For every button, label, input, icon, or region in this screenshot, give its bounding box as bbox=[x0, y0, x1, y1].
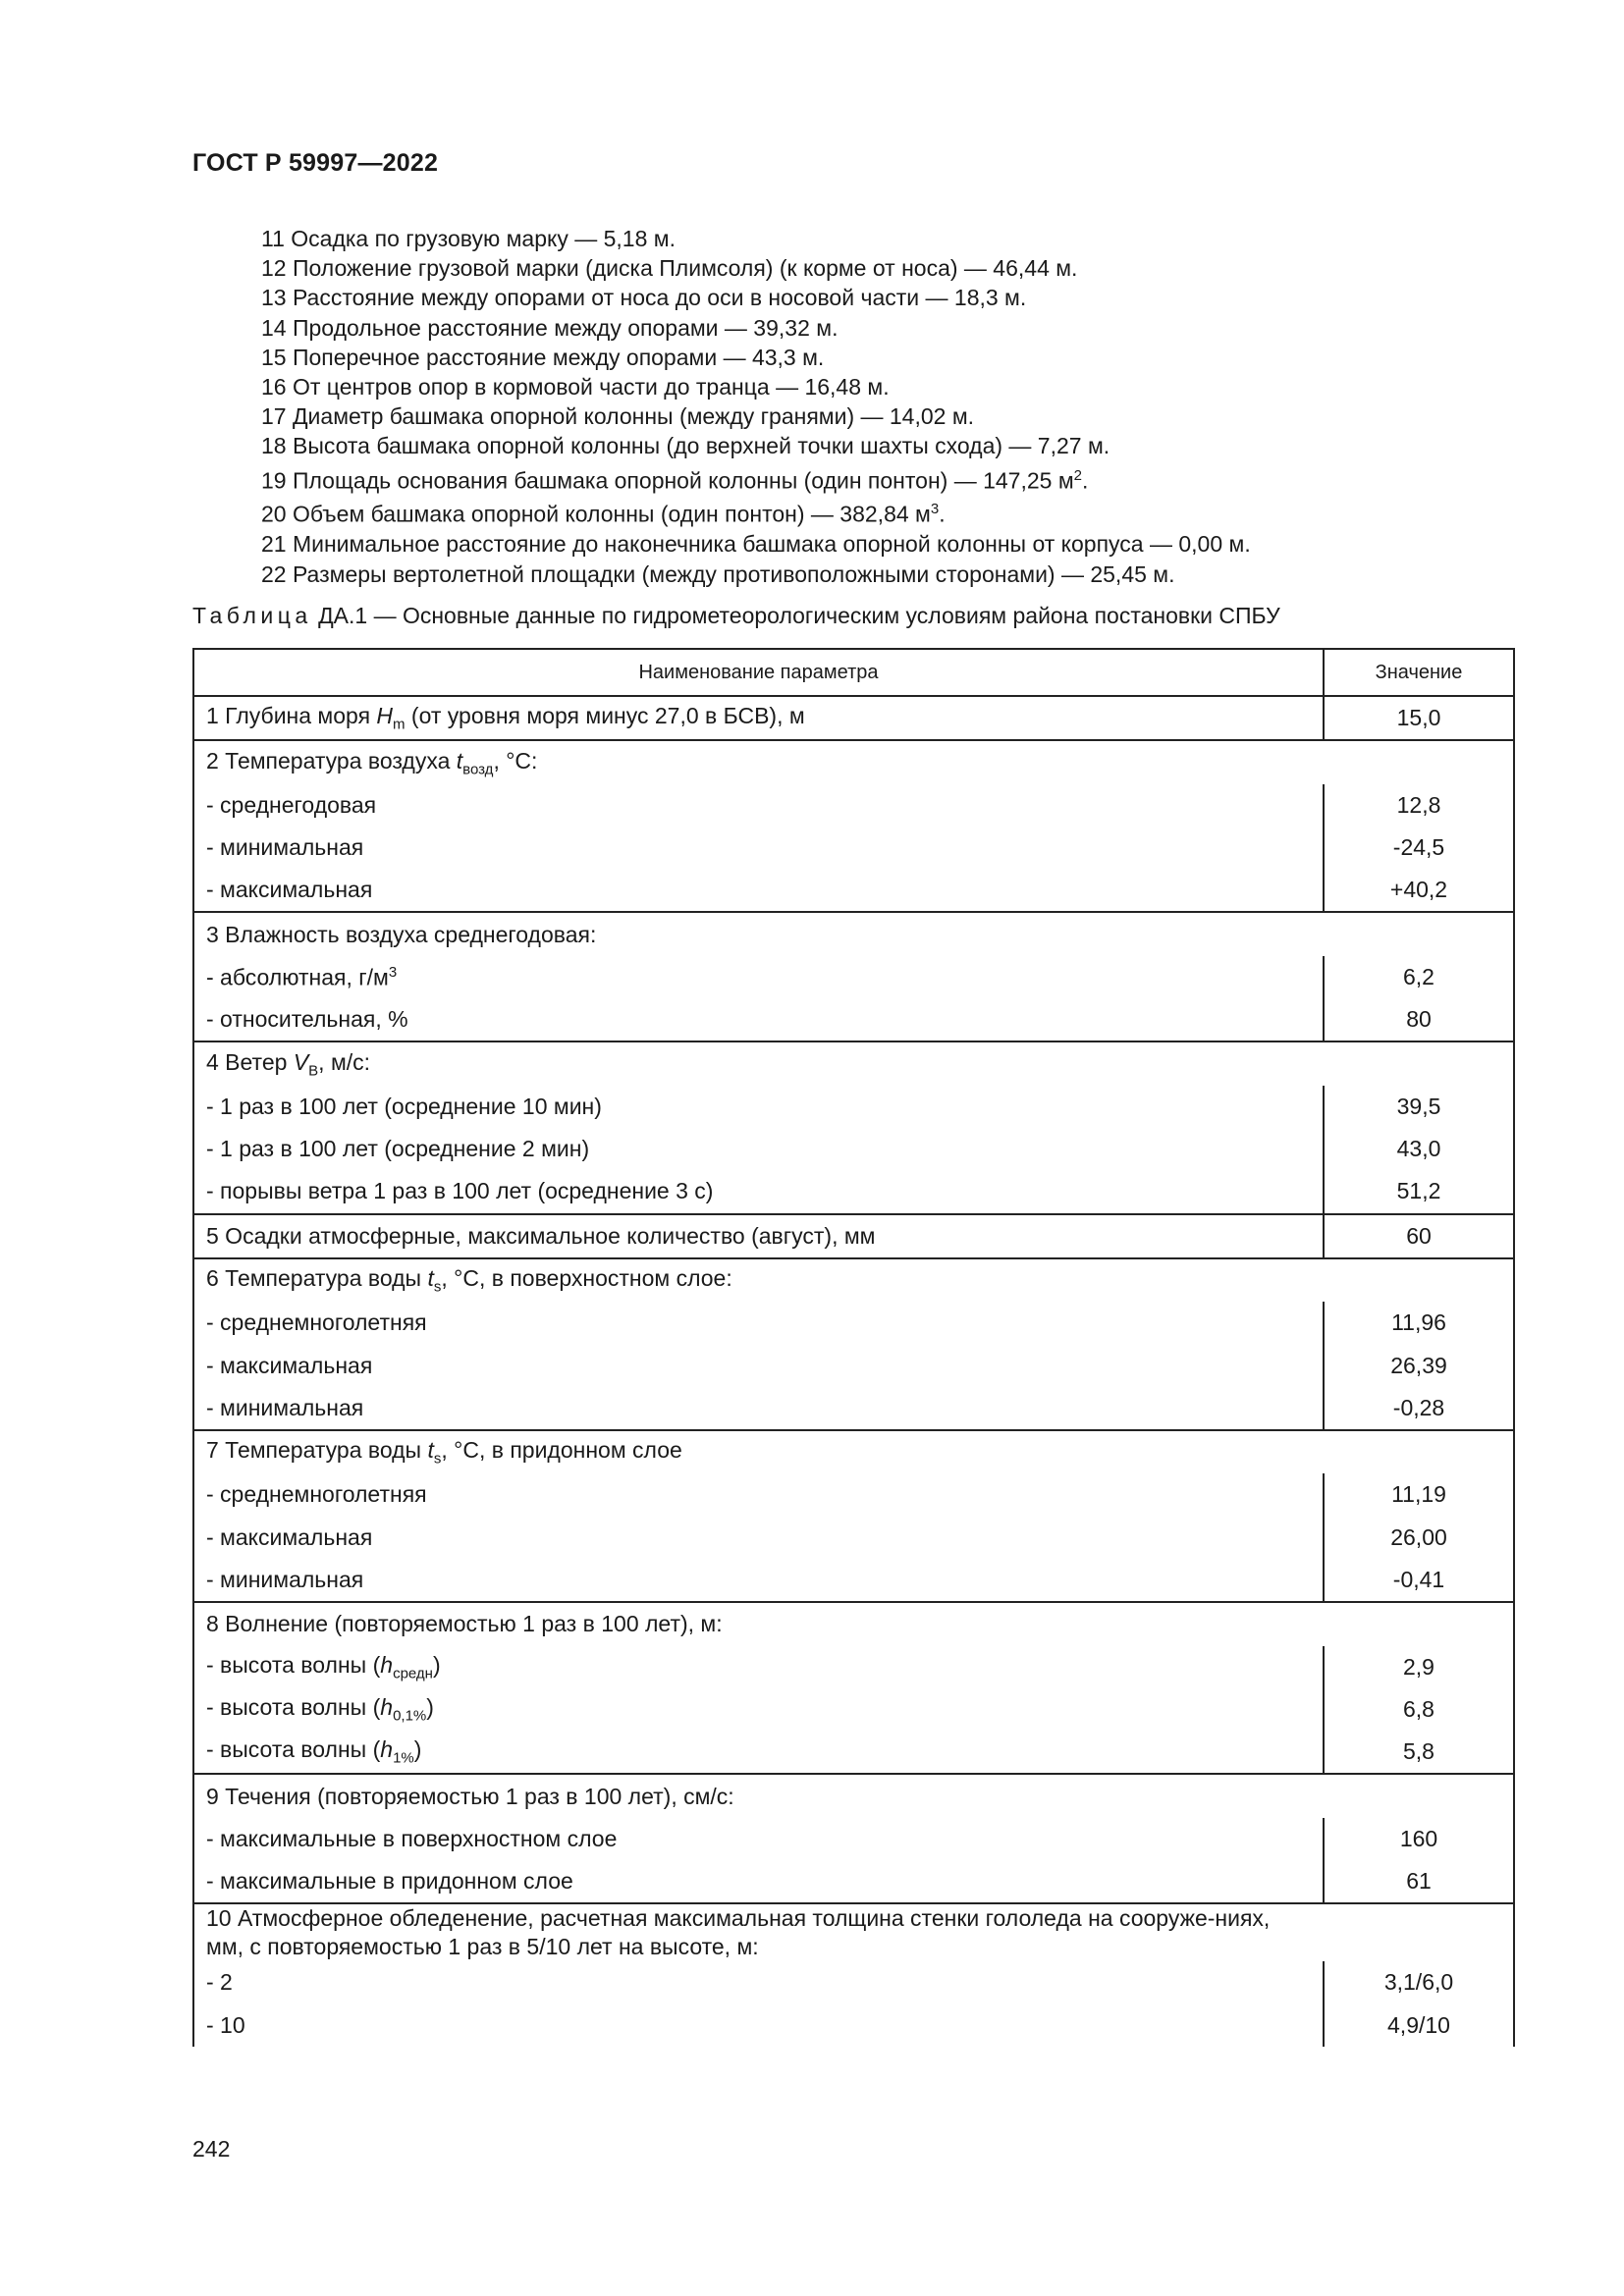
param-name: - 1 раз в 100 лет (осреднение 2 мин) bbox=[193, 1128, 1324, 1170]
table-caption bbox=[192, 603, 1280, 629]
table-row bbox=[193, 827, 1514, 869]
table-row bbox=[193, 912, 1514, 955]
param-name: - максимальная bbox=[193, 869, 1324, 912]
table-caption-text: ДА.1 — Основные данные по гидрометеорологическим условиям района постановки СПБУ bbox=[318, 603, 1280, 628]
param-name: - 10 bbox=[193, 2004, 1324, 2047]
table-row bbox=[193, 2004, 1514, 2047]
param-name: 1 Глубина моря $H_m$ (от уровня моря минус 27,0 в БСВ), м bbox=[193, 696, 1324, 740]
table-row bbox=[193, 1387, 1514, 1430]
param-name: - порывы ветра 1 раз в 100 лет (осреднение 3 с) bbox=[193, 1170, 1324, 1213]
table-row bbox=[193, 1258, 1514, 1302]
param-value: 43,0 bbox=[1324, 1128, 1514, 1170]
list-item: 17 Диаметр башмака опорной колонны (между гранями) — 14,02 м. bbox=[261, 403, 975, 430]
param-value: 5,8 bbox=[1324, 1731, 1514, 1774]
param-value: 51,2 bbox=[1324, 1170, 1514, 1213]
param-name: - среднегодовая bbox=[193, 784, 1324, 827]
table-row bbox=[193, 1961, 1514, 2003]
table-row bbox=[193, 869, 1514, 912]
table-row bbox=[193, 1818, 1514, 1860]
param-value: 60 bbox=[1324, 1214, 1514, 1258]
table-row bbox=[193, 1344, 1514, 1386]
param-value: 11,96 bbox=[1324, 1302, 1514, 1344]
param-name: - максимальная bbox=[193, 1344, 1324, 1386]
table-row bbox=[193, 1602, 1514, 1645]
table-row bbox=[193, 1903, 1514, 1961]
param-value: 11,19 bbox=[1324, 1473, 1514, 1516]
param-value: 6,2 bbox=[1324, 956, 1514, 998]
param-name: - высота волны $(h_{0,1\%})$ bbox=[193, 1688, 1324, 1731]
table-row bbox=[193, 1170, 1514, 1213]
superscript: 2 bbox=[1073, 466, 1082, 484]
column-header-value: Значение bbox=[1324, 649, 1514, 696]
param-name: - минимальная bbox=[193, 827, 1324, 869]
group-title: 8 Волнение (повторяемостью 1 раз в 100 лет), м: bbox=[193, 1602, 1514, 1645]
table-header-row bbox=[193, 649, 1514, 696]
column-header-name: Наименование параметра bbox=[193, 649, 1324, 696]
group-title: 6 Температура воды $t_s$, °С, в поверхностном слое: bbox=[193, 1258, 1514, 1302]
param-name: - максимальные в поверхностном слое bbox=[193, 1818, 1324, 1860]
param-name: - 2 bbox=[193, 1961, 1324, 2003]
param-value: 61 bbox=[1324, 1860, 1514, 1903]
period: . bbox=[939, 502, 946, 528]
list-item: 22 Размеры вертолетной площадки (между противоположными сторонами) — 25,45 м. bbox=[261, 561, 1175, 587]
param-value: 3,1/6,0 bbox=[1324, 1961, 1514, 2003]
param-name: - абсолютная, $г/м^3$ bbox=[193, 956, 1324, 998]
table-row bbox=[193, 1559, 1514, 1602]
table-row bbox=[193, 1086, 1514, 1128]
table-row bbox=[193, 1860, 1514, 1903]
param-name: - высота волны $(h_{1\%})$ bbox=[193, 1731, 1324, 1774]
param-value: 15,0 bbox=[1324, 696, 1514, 740]
param-value: 80 bbox=[1324, 998, 1514, 1041]
list-item-text: 20 Объем башмака опорной колонны (один понтон) — 382,84 м bbox=[261, 502, 931, 528]
list-item-text: 19 Площадь основания башмака опорной колонны (один понтон) — 147,25 м bbox=[261, 467, 1074, 494]
param-value: 26,39 bbox=[1324, 1344, 1514, 1386]
param-name: - высота волны $(h_{средн})$ bbox=[193, 1646, 1324, 1688]
list-item: 16 От центров опор в кормовой части до транца — 16,48 м. bbox=[261, 374, 890, 400]
group-title: 9 Течения (повторяемостью 1 раз в 100 лет), см/с: bbox=[193, 1774, 1514, 1817]
group-title: 4 Ветер $V_B$, м/с: bbox=[193, 1041, 1514, 1085]
table-row bbox=[193, 998, 1514, 1041]
table-row bbox=[193, 1646, 1514, 1688]
table-row bbox=[193, 784, 1514, 827]
group-title: 2 Температура воздуха $t_{возд}$, °С: bbox=[193, 740, 1514, 783]
page-number: 242 bbox=[192, 2136, 231, 2162]
table-row bbox=[193, 1302, 1514, 1344]
param-value: 26,00 bbox=[1324, 1517, 1514, 1559]
list-item bbox=[261, 461, 1251, 496]
table-row bbox=[193, 1473, 1514, 1516]
param-name: - 1 раз в 100 лет (осреднение 10 мин) bbox=[193, 1086, 1324, 1128]
param-value: 2,9 bbox=[1324, 1646, 1514, 1688]
table-row bbox=[193, 1430, 1514, 1473]
table-row bbox=[193, 1517, 1514, 1559]
empty-cell bbox=[1324, 1903, 1514, 1961]
param-name: - минимальная bbox=[193, 1559, 1324, 1602]
param-name: 5 Осадки атмосферные, максимальное количество (август), мм bbox=[193, 1214, 1324, 1258]
group-title: 3 Влажность воздуха среднегодовая: bbox=[193, 912, 1514, 955]
param-value: 160 bbox=[1324, 1818, 1514, 1860]
table-row bbox=[193, 1688, 1514, 1731]
param-name: - максимальные в придонном слое bbox=[193, 1860, 1324, 1903]
param-value: +40,2 bbox=[1324, 869, 1514, 912]
group-title: 7 Температура воды $t_s$, °С, в придонном слое bbox=[193, 1430, 1514, 1473]
table-row bbox=[193, 696, 1514, 740]
list-item: 14 Продольное расстояние между опорами — 39,32 м. bbox=[261, 314, 839, 341]
list-item: 15 Поперечное расстояние между опорами — 43,3 м. bbox=[261, 344, 825, 370]
param-value: 12,8 bbox=[1324, 784, 1514, 827]
param-value: -0,28 bbox=[1324, 1387, 1514, 1430]
param-name: - относительная, % bbox=[193, 998, 1324, 1041]
list-item bbox=[261, 495, 1251, 529]
table-row bbox=[193, 1774, 1514, 1817]
param-name: - минимальная bbox=[193, 1387, 1324, 1430]
hydromet-table bbox=[192, 648, 1515, 2047]
list-item: 12 Положение грузовой марки (диска Плимсоля) (к корме от носа) — 46,44 м. bbox=[261, 255, 1078, 282]
param-value: -0,41 bbox=[1324, 1559, 1514, 1602]
param-value: 4,9/10 bbox=[1324, 2004, 1514, 2047]
table-row bbox=[193, 1214, 1514, 1258]
group-title: 10 Атмосферное обледенение, расчетная максимальная толщина стенки гололеда на сооруже-ниях, мм, с повторяемостью 1 раз в 5/10 лет на высоте, м: bbox=[193, 1903, 1324, 1961]
param-value: 6,8 bbox=[1324, 1688, 1514, 1731]
param-name: - среднемноголетняя bbox=[193, 1302, 1324, 1344]
param-name: - максимальная bbox=[193, 1517, 1324, 1559]
list-item: 21 Минимальное расстояние до наконечника башмака опорной колонны от корпуса — 0,00 м. bbox=[261, 531, 1251, 558]
table-row bbox=[193, 1128, 1514, 1170]
parameter-list bbox=[261, 224, 1251, 589]
param-value: -24,5 bbox=[1324, 827, 1514, 869]
param-value: 39,5 bbox=[1324, 1086, 1514, 1128]
superscript: 3 bbox=[930, 501, 940, 518]
table-caption-label: Таблица bbox=[192, 603, 312, 628]
document-header: ГОСТ Р 59997—2022 bbox=[192, 149, 439, 177]
period: . bbox=[1081, 467, 1089, 494]
table-row bbox=[193, 1041, 1514, 1085]
table-row bbox=[193, 956, 1514, 998]
list-item: 18 Высота башмака опорной колонны (до верхней точки шахты схода) — 7,27 м. bbox=[261, 433, 1110, 459]
list-item: 13 Расстояние между опорами от носа до оси в носовой части — 18,3 м. bbox=[261, 285, 1027, 311]
list-item: 11 Осадка по грузовую марку — 5,18 м. bbox=[261, 226, 676, 251]
table-row bbox=[193, 1731, 1514, 1774]
param-name: - среднемноголетняя bbox=[193, 1473, 1324, 1516]
table-row bbox=[193, 740, 1514, 783]
